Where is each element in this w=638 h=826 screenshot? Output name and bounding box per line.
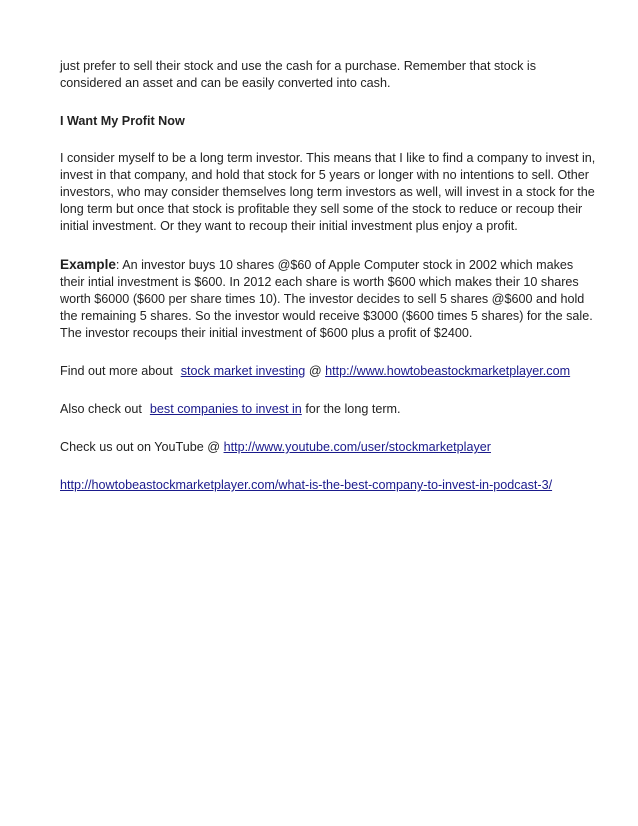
best-companies-link[interactable]: best companies to invest in	[149, 402, 302, 416]
stock-market-investing-link[interactable]: stock market investing	[180, 364, 306, 378]
example-paragraph	[60, 256, 600, 342]
also-check-out-line	[60, 401, 600, 418]
youtube-prefix: Check us out on YouTube @	[60, 440, 221, 454]
find-out-more-line	[60, 363, 600, 380]
podcast-link[interactable]: http://howtobeastockmarketplayer.com/what-is-the-best-company-to-invest-in-podcast-3/	[60, 478, 553, 492]
find-out-more-prefix: Find out more about	[60, 364, 173, 378]
youtube-line	[60, 439, 600, 456]
example-label: Example	[60, 257, 116, 272]
youtube-channel-link[interactable]: http://www.youtube.com/user/stockmarketplayer	[223, 440, 491, 454]
also-check-out-prefix: Also check out	[60, 402, 142, 416]
howtobeastockmarketplayer-link[interactable]: http://www.howtobeastockmarketplayer.com	[325, 364, 571, 378]
section-heading: I Want My Profit Now	[60, 114, 185, 128]
also-check-out-suffix: for the long term.	[305, 402, 401, 416]
find-out-more-at: @	[308, 364, 322, 378]
intro-paragraph: just prefer to sell their stock and use the cash for a purchase. Remember that stock is considered an asset and can be easily converted into cash.	[60, 59, 536, 90]
podcast-line	[60, 477, 600, 494]
section-body-paragraph: I consider myself to be a long term investor. This means that I like to find a company to invest in, invest in that company, and hold that stock for 5 years or longer with no intentions to sell. Other investors, who may consider themselves long term investors as well, will invest in a stock for the long term but once that stock is profitable they sell some of the stock to reduce or recoup their initial investment. Or they want to recoup their initial investment plus enjoy a profit.	[60, 151, 596, 233]
document-page	[60, 58, 600, 494]
example-text: : An investor buys 10 shares @$60 of Apple Computer stock in 2002 which makes their intial investment is $600. In 2012 each share is worth $600 which makes their 10 shares worth $6000 ($600 per share times 10). The investor decides to sell 5 shares @$600 and hold the remaining 5 shares. So the investor would receive $3000 ($600 times 5 shares) for the sale. The investor recoups their initial investment of $600 plus a profit of $2400.	[60, 258, 593, 340]
